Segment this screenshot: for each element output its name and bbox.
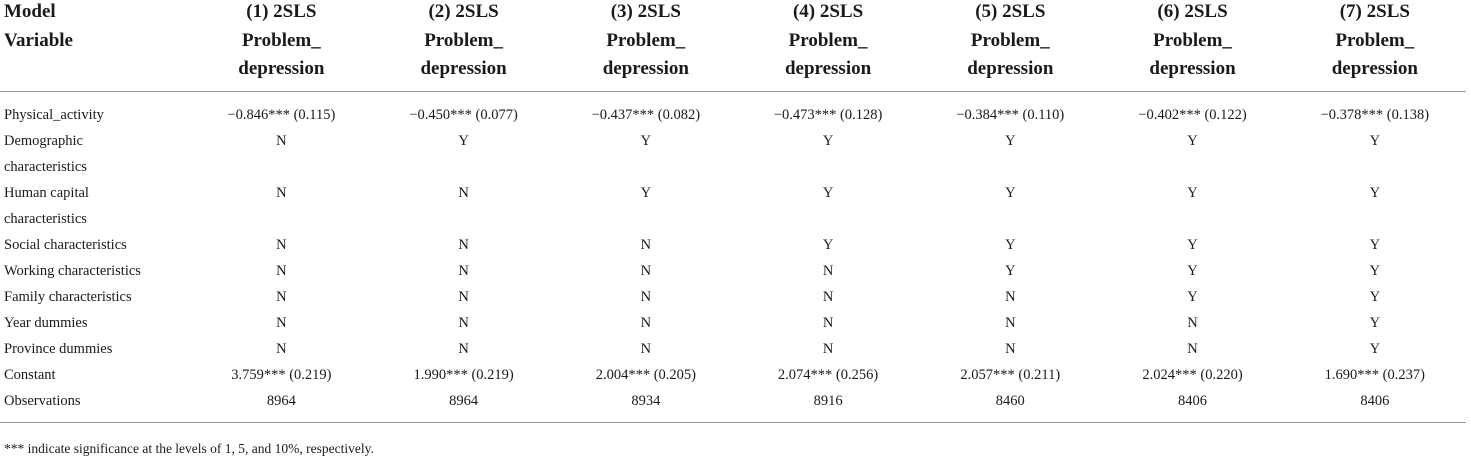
table-cell: Y — [822, 237, 834, 253]
table-cell: N — [822, 289, 834, 305]
table-cell: −0.437*** (0.082) — [591, 107, 701, 123]
table-cell: Y — [1187, 289, 1198, 305]
table-cell: 3.759*** (0.219) — [231, 367, 332, 383]
table-cell: 2.024*** (0.220) — [1142, 367, 1243, 383]
model-1-header: (1) 2SLS — [246, 1, 317, 22]
table-cell: N — [276, 289, 287, 305]
table-cell: Y — [1187, 133, 1198, 149]
row-label: Year dummies — [4, 315, 88, 331]
table-cell: Y — [1369, 315, 1381, 331]
model-3-header: (3) 2SLS — [610, 1, 681, 22]
row-label: Physical_activity — [4, 107, 104, 123]
dep-line1: Problem_ — [788, 30, 868, 51]
table-cell: N — [458, 237, 469, 253]
dep-line1: Problem_ — [424, 30, 503, 51]
table-cell: N — [822, 315, 834, 331]
table-cell: N — [276, 185, 287, 201]
row-label: Social characteristics — [4, 237, 127, 253]
table-cell: −0.450*** (0.077) — [409, 107, 518, 123]
table-cell: N — [640, 341, 652, 357]
table-cell: 8964 — [266, 393, 296, 409]
model-7-header: (7) 2SLS — [1339, 1, 1410, 22]
row-label — [0, 128, 190, 180]
table-cell: N — [822, 263, 834, 279]
dep-line1: Problem_ — [1335, 30, 1415, 51]
dependent-variable-header — [372, 27, 554, 92]
table-cell: N — [1005, 315, 1016, 331]
header-row-model — [0, 0, 1466, 27]
table-cell: 2.004*** (0.205) — [595, 367, 696, 383]
table-cell: N — [822, 341, 834, 357]
table-row-working — [0, 258, 1466, 284]
table-cell: 8460 — [995, 393, 1025, 409]
table-cell: 8916 — [813, 393, 843, 409]
table-cell: −0.384*** (0.110) — [956, 107, 1065, 123]
row-label-line1: Human capital — [4, 185, 89, 201]
model-4-header: (4) 2SLS — [792, 1, 864, 22]
dep-line1: Problem_ — [606, 30, 686, 51]
table-cell: 8406 — [1178, 393, 1208, 409]
variable-header-label: Variable — [4, 30, 73, 51]
table-cell: 1.690*** (0.237) — [1324, 367, 1425, 383]
table-cell: N — [276, 341, 287, 357]
table-cell: −0.473*** (0.128) — [773, 107, 883, 123]
row-label: Constant — [4, 367, 56, 383]
table-cell: Y — [458, 133, 469, 149]
table-cell: N — [458, 341, 469, 357]
table-cell: N — [640, 263, 652, 279]
table-cell: −0.378*** (0.138) — [1320, 107, 1430, 123]
table-cell: Y — [822, 185, 834, 201]
table-cell: 8934 — [631, 393, 661, 409]
header-row-variable — [0, 27, 1466, 92]
model-header-label: Model — [4, 1, 56, 22]
table-cell: N — [1005, 289, 1016, 305]
table-cell: N — [276, 237, 287, 253]
table-row-year-dummies — [0, 310, 1466, 336]
table-cell: Y — [1187, 237, 1198, 253]
dep-line2: depression — [420, 58, 507, 79]
table-cell: N — [1187, 341, 1198, 357]
table-cell: N — [276, 133, 287, 149]
table-cell: Y — [1369, 341, 1381, 357]
model-2-header: (2) 2SLS — [428, 1, 499, 22]
table-cell: 8964 — [449, 393, 479, 409]
dep-line1: Problem_ — [970, 30, 1050, 51]
row-label-line2: characteristics — [4, 211, 87, 227]
row-label — [0, 180, 190, 232]
row-label: Family characteristics — [4, 289, 132, 305]
dependent-variable-header — [190, 27, 372, 92]
table-row-family — [0, 284, 1466, 310]
table-cell: Y — [822, 133, 834, 149]
table-cell: Y — [1005, 185, 1016, 201]
table-cell: Y — [1187, 185, 1198, 201]
dependent-variable-header — [1101, 27, 1283, 92]
dependent-variable-header — [555, 27, 737, 92]
dep-line2: depression — [238, 58, 325, 79]
dep-line2: depression — [1331, 58, 1418, 79]
table-cell: Y — [1369, 289, 1381, 305]
table-row-demographic — [0, 128, 1466, 180]
table-cell: Y — [1369, 185, 1381, 201]
dep-line2: depression — [602, 58, 689, 79]
dependent-variable-header — [737, 27, 919, 92]
table-cell: Y — [1369, 237, 1381, 253]
dep-line1: Problem_ — [1153, 30, 1232, 51]
table-cell: N — [640, 289, 652, 305]
table-cell: Y — [1187, 263, 1198, 279]
row-label: Observations — [4, 393, 81, 409]
table-cell: Y — [1005, 263, 1016, 279]
table-row-observations — [0, 388, 1466, 423]
table-cell: Y — [640, 133, 652, 149]
model-6-header: (6) 2SLS — [1157, 1, 1228, 22]
row-label: Working characteristics — [4, 263, 141, 279]
model-5-header: (5) 2SLS — [975, 1, 1046, 22]
table-cell: −0.846*** (0.115) — [227, 107, 336, 123]
table-cell: Y — [1005, 237, 1016, 253]
dep-line1: Problem_ — [241, 30, 321, 51]
table-cell: Y — [1369, 263, 1381, 279]
table-cell: N — [458, 263, 469, 279]
table-cell: 1.990*** (0.219) — [413, 367, 514, 383]
table-cell: Y — [1005, 133, 1016, 149]
table-cell: 2.057*** (0.211) — [960, 367, 1061, 383]
dep-line2: depression — [967, 58, 1054, 79]
table-cell: N — [458, 289, 469, 305]
table-cell: 8406 — [1360, 393, 1390, 409]
table-cell: Y — [640, 185, 652, 201]
table-cell: N — [1005, 341, 1016, 357]
dependent-variable-header — [919, 27, 1101, 92]
table-row-province-dummies — [0, 336, 1466, 362]
table-row-social — [0, 232, 1466, 258]
table-cell: 2.074*** (0.256) — [777, 367, 879, 383]
table-cell: N — [1187, 315, 1198, 331]
table-row-physical-activity — [0, 92, 1466, 129]
table-cell: −0.402*** (0.122) — [1138, 107, 1247, 123]
dependent-variable-header — [1284, 27, 1466, 92]
table-cell: N — [458, 185, 469, 201]
table-row-constant — [0, 362, 1466, 388]
row-label: Province dummies — [4, 341, 113, 357]
table-cell: N — [276, 315, 287, 331]
dep-line2: depression — [1149, 58, 1236, 79]
dep-line2: depression — [784, 58, 872, 79]
table-cell: N — [640, 237, 652, 253]
table-cell: Y — [1369, 133, 1381, 149]
table-cell: N — [640, 315, 652, 331]
table-footnote: *** indicate significance at the levels of 1, 5, and 10%, respectively. — [4, 441, 374, 456]
table-row-human-capital — [0, 180, 1466, 232]
table-cell: N — [276, 263, 287, 279]
row-label-line2: characteristics — [4, 159, 87, 175]
row-label-line1: Demographic — [4, 133, 83, 149]
table-cell: N — [458, 315, 469, 331]
